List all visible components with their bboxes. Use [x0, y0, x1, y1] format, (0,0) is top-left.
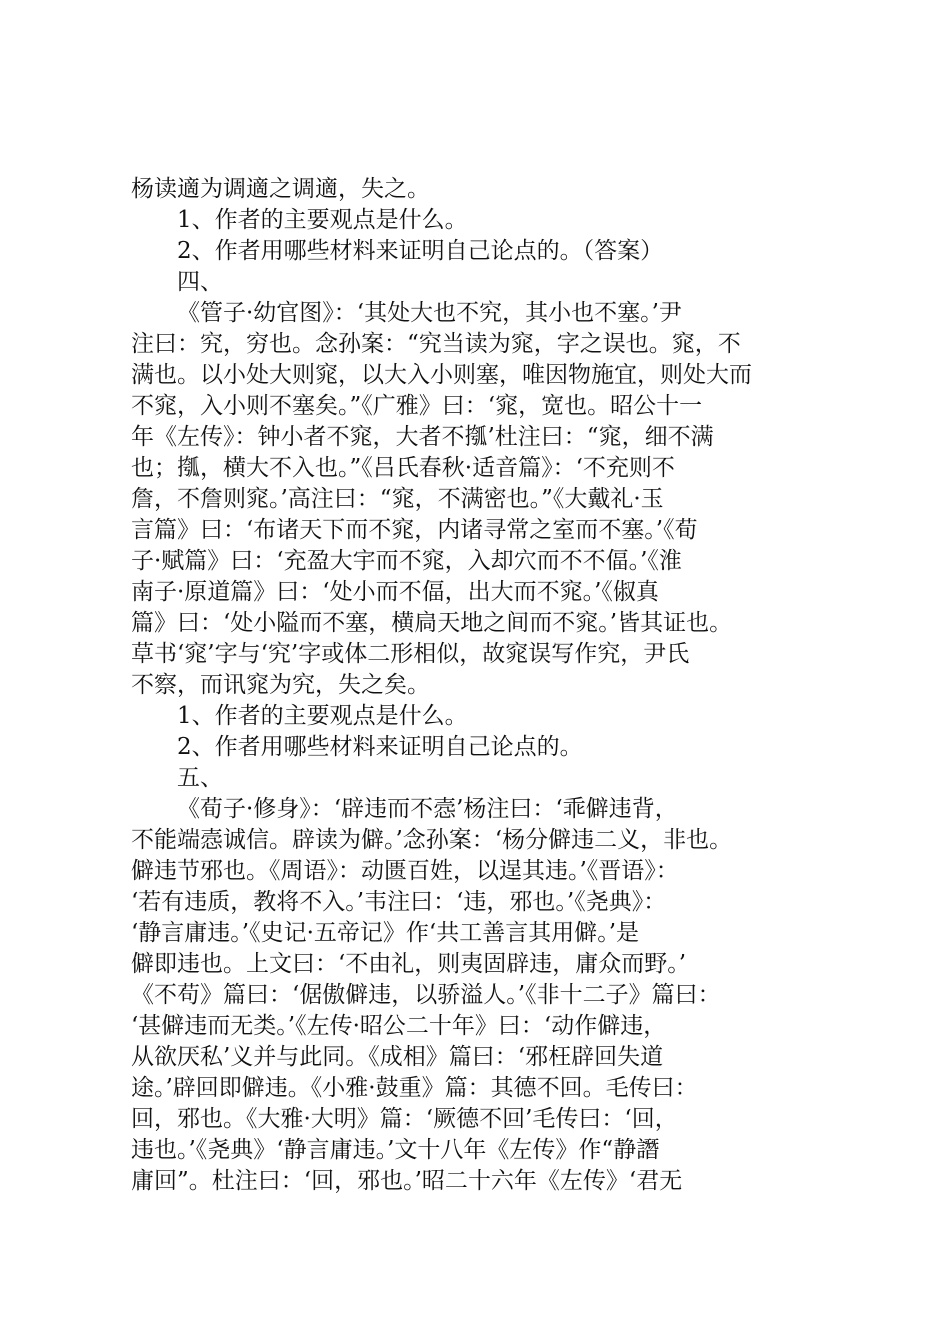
text-line: 不能端悫诚信。辟读为僻。’念孙案：‘杨分僻违二义，非也。 — [131, 827, 733, 853]
text-line: 南子·原道篇》曰：‘处小而不偪，出大而不窕。’《俶真 — [131, 579, 659, 605]
text-line: 满也。以小处大则窕，以大入小则塞，唯因物施宜，则处大而 — [131, 362, 752, 388]
text-line: 五、 — [177, 765, 223, 791]
text-line: 《不苟》篇曰：‘倨傲僻违，以骄溢人。’《非十二子》篇曰： — [131, 982, 721, 1008]
text-line: 《荀子·修身》：‘辟违而不悫’杨注曰：‘乖僻违背， — [177, 796, 678, 822]
text-line: 1、作者的主要观点是什么。 — [177, 207, 468, 233]
text-line: 违也。’《尧典》‘静言庸违。’文十八年《左传》作“静譖 — [131, 1137, 660, 1163]
text-line: ‘甚僻违而无类。’《左传·昭公二十年》曰：‘动作僻违， — [131, 1013, 667, 1039]
text-line: 从欲厌私’义并与此同。《成相》篇曰：‘邪枉辟回失道 — [131, 1044, 664, 1070]
text-line: ‘静言庸违。’《史记·五帝记》作‘共工善言其用僻。’是 — [131, 920, 640, 946]
text-line: 庸回”。杜注曰：‘回，邪也。’昭二十六年《左传》‘君无 — [131, 1168, 683, 1194]
text-line: 子·赋篇》曰：‘充盈大宇而不窕，入却穴而不不偪。’《淮 — [131, 548, 682, 574]
text-line: 2、作者用哪些材料来证明自己论点的。（答案） — [177, 238, 664, 264]
text-line: 篇》曰：‘处小隘而不塞，横扃天地之间而不窕。’皆其证也。 — [131, 610, 733, 636]
text-line: 僻违节邪也。《周语》：动匮百姓，以逞其违。’《晋语》： — [131, 858, 679, 884]
text-line: 杨读適为调適之调適，失之。 — [131, 176, 430, 202]
text-line: 不察，而讯窕为究，失之矣。 — [131, 672, 430, 698]
text-line: 《管子·幼官图》：‘其处大也不究，其小也不塞。’尹 — [177, 300, 682, 326]
text-line: 也；摦，横大不入也。”《吕氏春秋·适音篇》：‘不充则不 — [131, 455, 675, 481]
text-line: 四、 — [177, 269, 223, 295]
text-line: 草书‘窕’字与‘究’字或体二形相似，故窕误写作究，尹氏 — [131, 641, 690, 667]
text-line: 1、作者的主要观点是什么。 — [177, 703, 468, 729]
text-line: 回，邪也。《大雅·大明》篇：‘厥德不回’毛传曰：‘回， — [131, 1106, 678, 1132]
text-line: 言篇》曰：‘布诸天下而不窕，内诸寻常之室而不塞。’《荀 — [131, 517, 698, 543]
text-line: 2、作者用哪些材料来证明自己论点的。 — [177, 734, 583, 760]
text-line: 不窕，入小则不塞矣。”《广雅》曰：‘窕，宽也。昭公十一 — [131, 393, 703, 419]
text-line: ‘若有违质，教将不入。’韦注曰：‘违，邪也。’《尧典》： — [131, 889, 667, 915]
text-line: 途。’辟回即僻违。《小雅·鼓重》篇：其德不回。毛传曰： — [131, 1075, 698, 1101]
text-line: 年《左传》：钟小者不窕，大者不摦’杜注曰：“窕，细不满 — [131, 424, 714, 450]
text-line: 僻即违也。上文曰：‘不由礼，则夷固辟违，庸众而野。’ — [131, 951, 687, 977]
document-body — [131, 174, 841, 1197]
text-line: 詹，不詹则窕。’高注曰：“窕，不满密也。”《大戴礼·玉 — [131, 486, 664, 512]
text-line: 注曰：究，穷也。念孙案：“究当读为窕，字之误也。窕，不 — [131, 331, 741, 357]
